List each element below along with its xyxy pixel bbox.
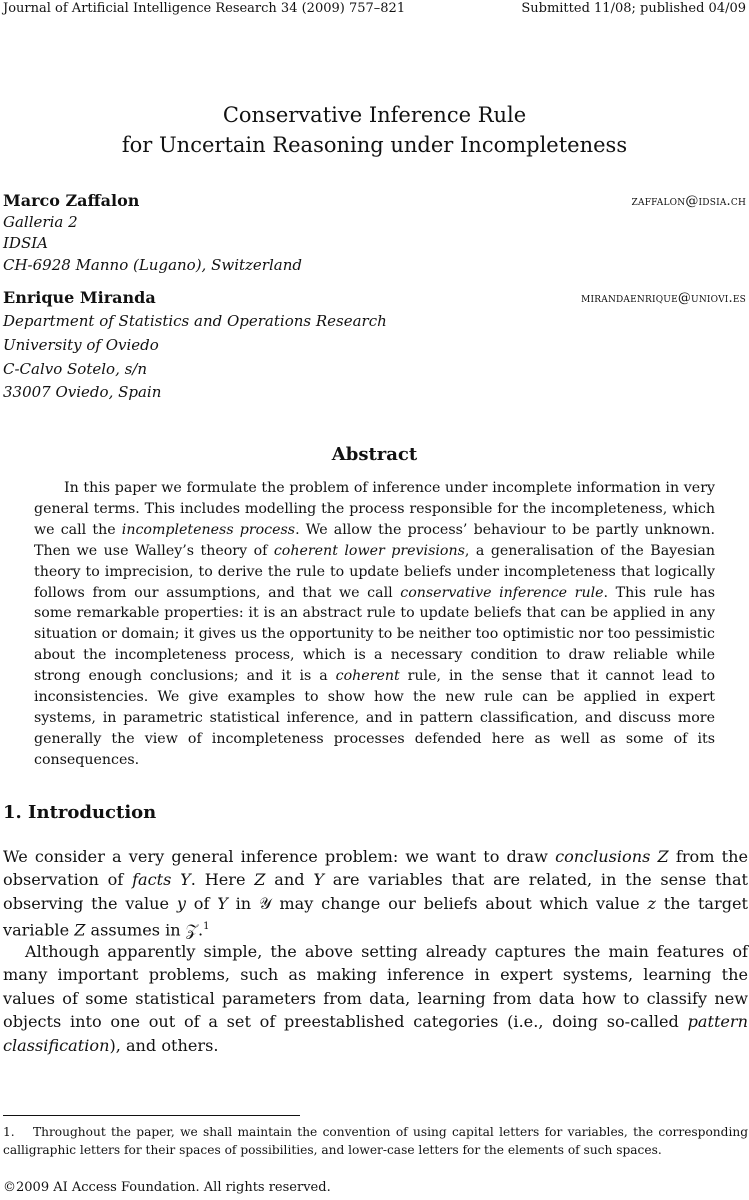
paper-title-line-1: Conservative Inference Rule (222, 103, 527, 127)
abstract-emphasis: coherent lower previsions (273, 542, 465, 559)
copyright: ©2009 AI Access Foundation. All rights reserved. (3, 1180, 331, 1195)
abstract-heading: Abstract (331, 444, 418, 465)
submission-dates: Submitted 11/08; published 04/09 (521, 1, 746, 16)
footnote (3, 1124, 748, 1159)
intro-paragraph-1: We consider a very general inference problem: we want to draw conclusions Z from the observation of facts Y. Here Z and Y are variables that are related, in the sense that observing the value y of Y in 𝒴 may change our beliefs about which value z the target variable Z assumes in 𝒵.$^1$ (3, 847, 749, 940)
footnote-number: 1. (3, 1125, 15, 1139)
affiliation-line: C-Calvo Sotelo, s/n (3, 360, 148, 378)
intro-paragraph-2: Although apparently simple, the above setting already captures the main features of many important problems, such as making inference in expert systems, learning the values of some statistical parameters from data, learning from data how to classify new objects into one out of a set of preestablished categories (i.e., doing so-called pattern classification), and others. (3, 942, 748, 1055)
section-heading: 1. Introduction (3, 802, 157, 823)
author-email-1: zaffalon@idsia.ch (631, 194, 746, 209)
author-email-2: mirandaenrique@uniovi.es (581, 291, 746, 306)
affiliation-line: 33007 Oviedo, Spain (3, 383, 162, 401)
abstract-text: In this paper we formulate the problem of inference under incomplete information in very general terms. This includes modelling the process responsible for the incompleteness, which we call the incompleteness process. We allow the process’ behaviour to be partly unknown. Then we use Walley’s theory of coherent lower previsions, a generalisation of the Bayesian theory to imprecision, to derive the rule to update beliefs under incompleteness that logically follows from our assumptions, and that we call conservative inference rule. This rule has some remarkable properties: it is an abstract rule to update beliefs that can be applied in any situation or domain; it gives us the opportunity to be neither too optimistic nor too pessimistic about the incompleteness process, which is a necessary condition to draw reliable while strong enough conclusions; and it is a coherent rule, in the sense that it cannot lead to inconsistencies. We give examples to show how the new rule can be applied in expert systems, in parametric statistical inference, and in pattern classification, and discuss more generally the view of incompleteness processes defended here as well as some of its consequences. (34, 480, 716, 768)
author-name-1: Marco Zaffalon (3, 191, 140, 210)
paper-title-line-2: for Uncertain Reasoning under Incompleteness (121, 133, 628, 157)
affiliation-line: University of Oviedo (3, 336, 159, 354)
author-name-2: Enrique Miranda (3, 288, 156, 307)
affiliation-line: CH-6928 Manno (Lugano), Switzerland (3, 256, 302, 274)
journal-header: Journal of Artificial Intelligence Research 34 (2009) 757–821 (3, 1, 406, 16)
footnote-rule (3, 1115, 300, 1116)
affiliation-line: Department of Statistics and Operations Research (3, 312, 387, 330)
footnote-text: Throughout the paper, we shall maintain the convention of using capital letters for variables, the corresponding calligraphic letters for their spaces of possibilities, and lower-case letters for the elements of such spaces. (3, 1125, 748, 1157)
abstract-emphasis: incompleteness process (121, 521, 296, 538)
abstract-emphasis: coherent (335, 668, 400, 685)
abstract-emphasis: conservative inference rule (400, 584, 604, 601)
footnote-marker[interactable]: 1 (203, 921, 210, 933)
affiliation-line: IDSIA (3, 234, 48, 252)
affiliation-line: Galleria 2 (3, 213, 78, 231)
